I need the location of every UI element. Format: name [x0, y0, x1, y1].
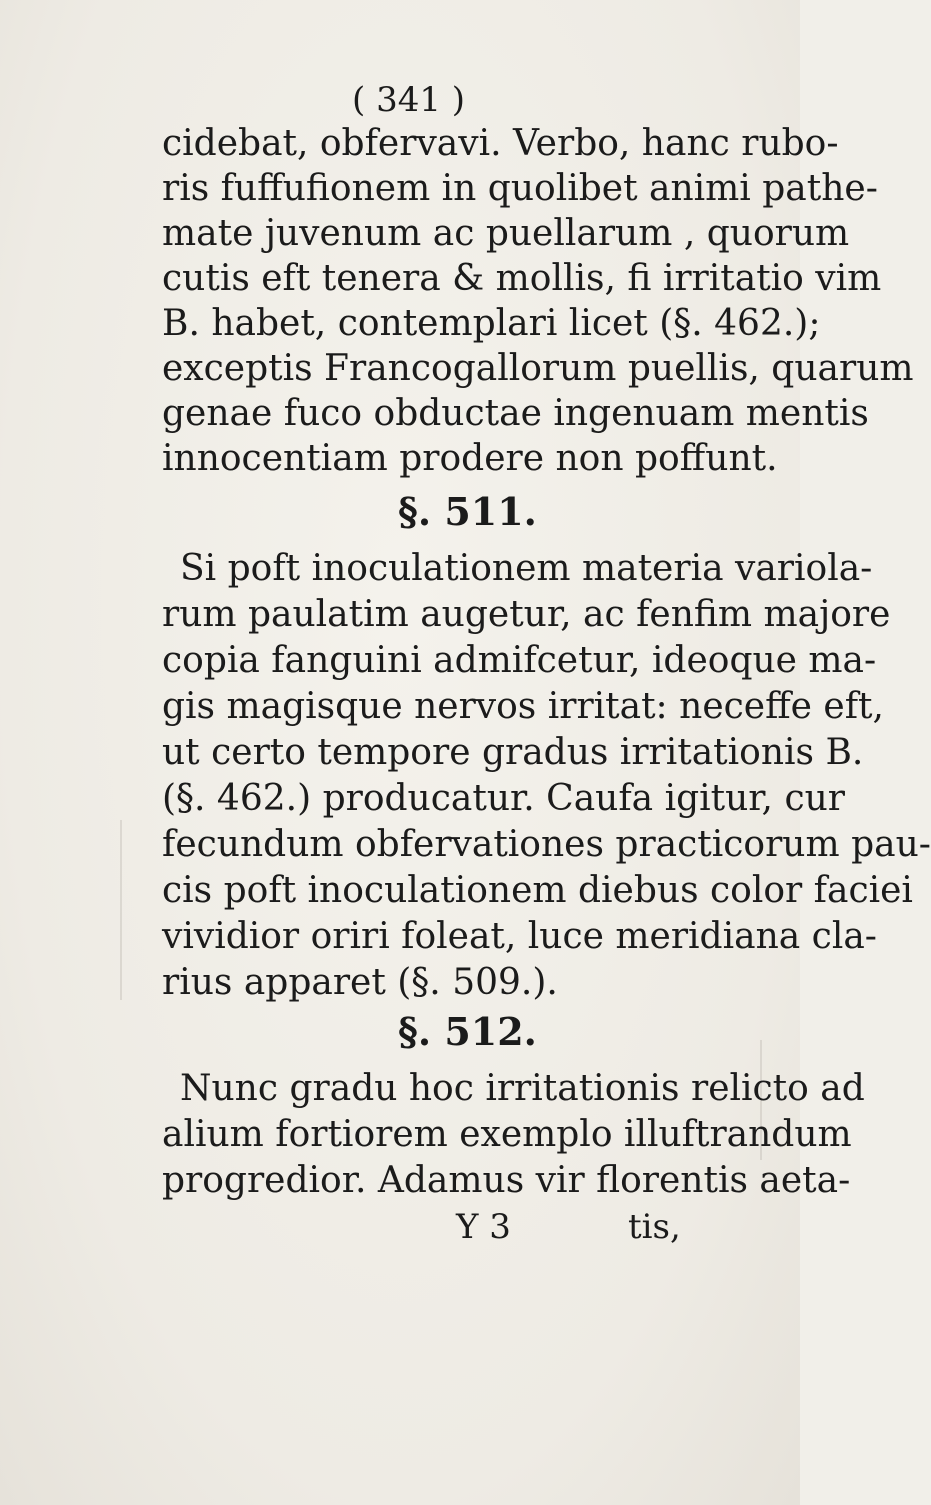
- text-line: alium fortiorem exemplo illuftrandum: [162, 1114, 852, 1155]
- text-line: mate juvenum ac puellarum , quorum: [162, 213, 850, 254]
- text-line: rius apparet (§. 509.).: [162, 962, 558, 1003]
- section-heading: §. 511.: [398, 489, 537, 534]
- text-line: rum paulatim augetur, ac fenfim majore: [162, 594, 891, 635]
- catchword: tis,: [628, 1207, 681, 1247]
- text-line: Si poft inoculationem materia variola-: [180, 548, 873, 589]
- text-line: (§. 462.) producatur. Caufa igitur, cur: [162, 778, 845, 819]
- text-line: innocentiam prodere non poffunt.: [162, 438, 778, 479]
- text-line: exceptis Francogallorum puellis, quarum: [162, 348, 914, 389]
- text-line: copia fanguini admifcetur, ideoque ma-: [162, 640, 877, 681]
- text-line: Nunc gradu hoc irritationis relicto ad: [180, 1068, 865, 1109]
- text-line: cutis eft tenera & mollis, fi irritatio vim: [162, 258, 882, 299]
- signature-mark: Y 3: [456, 1207, 511, 1247]
- text-line: ris fuffufionem in quolibet animi pathe-: [162, 168, 878, 209]
- text-line: ut certo tempore gradus irritationis B.: [162, 732, 864, 773]
- text-line: B. habet, contemplari licet (§. 462.);: [162, 303, 821, 344]
- text-line: cidebat, obfervavi. Verbo, hanc rubo-: [162, 123, 839, 164]
- text-line: fecundum obfervationes practicorum pau-: [162, 824, 931, 865]
- text-line: vividior oriri foleat, luce meridiana cla-: [162, 916, 877, 957]
- page-header: ( 341 ): [352, 80, 466, 120]
- text-line: genae fuco obductae ingenuam mentis: [162, 393, 869, 434]
- text-line: gis magisque nervos irritat: neceffe eft,: [162, 686, 884, 727]
- section-heading: §. 512.: [398, 1009, 537, 1054]
- text-line: progredior. Adamus vir florentis aeta-: [162, 1160, 851, 1201]
- text-line: cis poft inoculationem diebus color faciei: [162, 870, 913, 911]
